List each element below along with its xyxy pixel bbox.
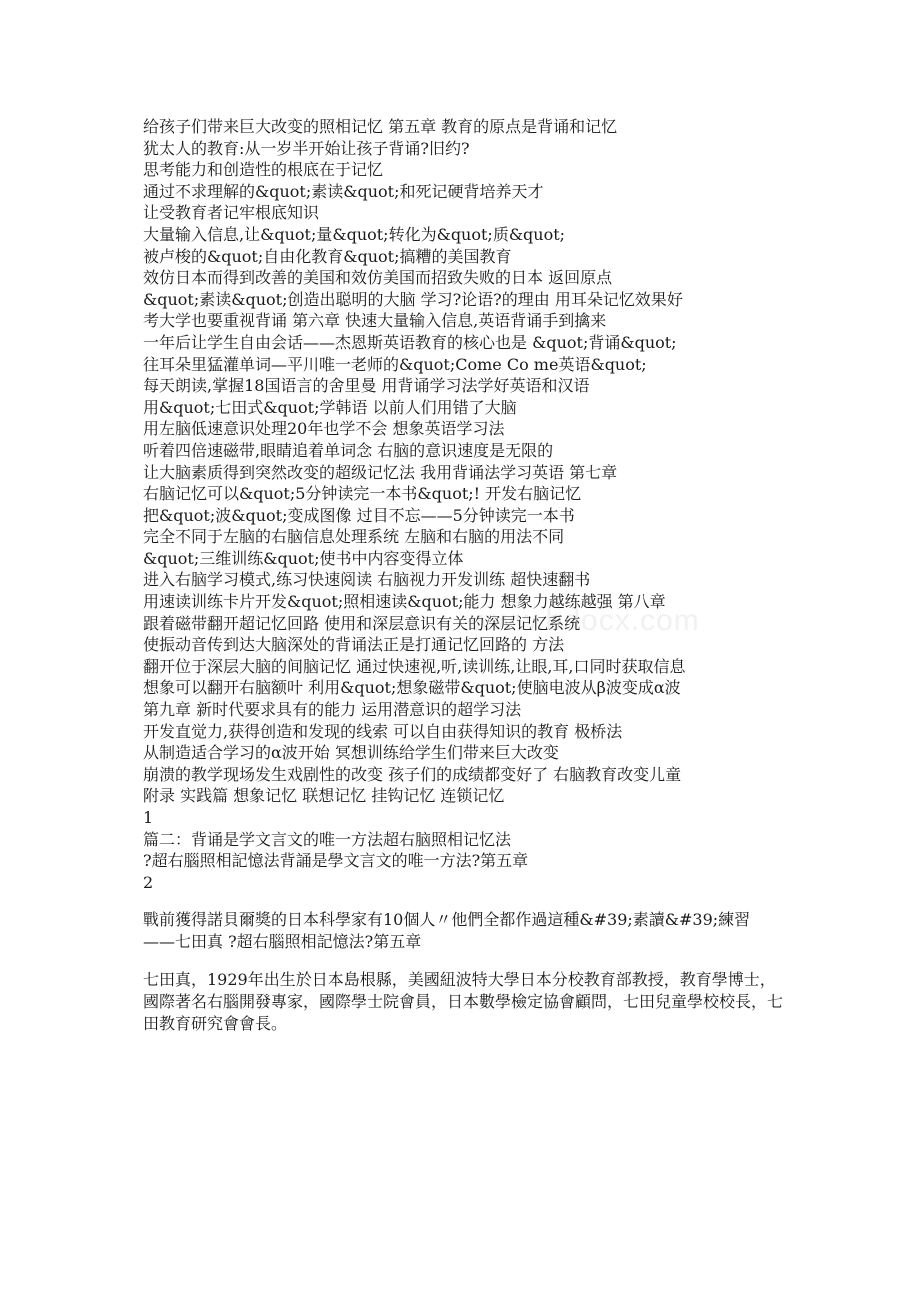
text-line: 犹太人的教育:从一岁半开始让孩子背诵?旧约?	[143, 138, 470, 158]
text-line: 第九章 新时代要求具有的能力 运用潜意识的超学习法	[143, 700, 522, 720]
text-line: &quot;素读&quot;创造出聪明的大脑 学习?论语?的理由 用耳朵记忆效果好	[143, 289, 683, 309]
author-bio-paragraph: 七田真，1929年出生於日本島根縣，美國紐波特大學日本分校教育部教授，教育學博士，國際著名右腦開發專家，國際學士院會員，日本數學檢定協會顧問，七田兒童學校校長，七田教育研究會會長。	[143, 969, 784, 1033]
text-line: 把&quot;波&quot;变成图像 过目不忘——5分钟读完一本书	[143, 505, 575, 525]
text-line: 使振动音传到达大脑深处的背诵法正是打通记忆回路的 方法	[143, 635, 565, 655]
text-line: 崩溃的教学现场发生戏剧性的改变 孩子们的成绩都变好了 右脑教育改变儿童	[143, 764, 682, 784]
text-line: 右脑记忆可以&quot;5分钟读完一本书&quot;! 开发右脑记忆	[143, 484, 582, 504]
watermark: www.bdocx.com	[470, 604, 700, 637]
text-line: 用&quot;七田式&quot;学韩语 以前人们用错了大脑	[143, 397, 517, 417]
text-line: 篇二：背诵是学文言文的唯一方法超右脑照相记忆法	[143, 829, 512, 849]
text-line: 让受教育者记牢根底知识	[143, 203, 320, 223]
text-line: 跟着磁带翻开超记忆回路 使用和深层意识有关的深层记忆系统	[143, 613, 581, 633]
text-line: 进入右脑学习模式,练习快速阅读 右脑视力开发训练 超快速翻书	[143, 570, 591, 590]
text-line: 开发直觉力,获得创造和发现的线索 可以自由获得知识的教育 极桥法	[143, 721, 623, 741]
text-line: 完全不同于左脑的右脑信息处理系统 左脑和右脑的用法不同	[143, 527, 565, 547]
document-body	[143, 116, 783, 1035]
text-line: 翻开位于深层大脑的间脑记忆 通过快速视,听,读训练,让眼,耳,口同时获取信息	[143, 656, 686, 676]
quote-attribution: ——七田真 ?超右腦照相記憶法?第五章	[143, 932, 422, 952]
text-line: 考大学也要重视背诵 第六章 快速大量输入信息,英语背诵手到擒来	[143, 311, 607, 331]
text-line: 用左脑低速意识处理20年也学不会 想象英语学习法	[143, 419, 505, 439]
text-line: 思考能力和创造性的根底在于记忆	[143, 160, 384, 180]
text-line: 听着四倍速磁带,眼睛追着单词念 右脑的意识速度是无限的	[143, 440, 554, 460]
text-line: &quot;三维训练&quot;使书中内容变得立体	[143, 548, 464, 568]
text-line: 通过不求理解的&quot;素读&quot;和死记硬背培养天才	[143, 181, 544, 201]
paragraph-gap	[143, 893, 783, 909]
quote-paragraph: 戰前獲得諾貝爾獎的日本科學家有10個人〃他們全都作過這種&#39;素讀&#39;練習	[143, 910, 751, 930]
text-line: 想象可以翻开右脑额叶 利用&quot;想象磁带&quot;使脑电波从β波变成α波	[143, 678, 681, 698]
text-line: 每天朗读,掌握18国语言的舍里曼 用背诵学习法学好英语和汉语	[143, 376, 590, 396]
text-line: 大量输入信息,让&quot;量&quot;转化为&quot;质&quot;	[143, 224, 566, 244]
text-line: 2	[143, 872, 154, 892]
text-line: 让大脑素质得到突然改变的超级记忆法 我用背诵法学习英语 第七章	[143, 462, 618, 482]
text-line: 附录 实践篇 想象记忆 联想记忆 挂钩记忆 连锁记忆	[143, 786, 505, 806]
text-line: 效仿日本而得到改善的美国和效仿美国而招致失败的日本 返回原点	[143, 268, 613, 288]
paragraph-gap	[143, 953, 783, 969]
text-line: 用速读训练卡片开发&quot;照相速读&quot;能力 想象力越练越强 第八章	[143, 592, 666, 612]
contents-list	[143, 116, 783, 893]
text-line: ?超右腦照相記憶法背誦是學文言文的唯一方法?第五章	[143, 851, 529, 871]
text-line: 一年后让学生自由会话——杰恩斯英语教育的核心也是 &quot;背诵&quot;	[143, 332, 677, 352]
text-line: 往耳朵里猛灌单词—平川唯一老师的&quot;Come Co me英语&quot;	[143, 354, 647, 374]
text-line: 被卢梭的&quot;自由化教育&quot;搞糟的美国教育	[143, 246, 512, 266]
text-line: 1	[143, 808, 154, 827]
text-line: 给孩子们带来巨大改变的照相记忆 第五章 教育的原点是背诵和记忆	[143, 117, 618, 136]
text-line: 从制造适合学习的α波开始 冥想训练给学生们带来巨大改变	[143, 743, 559, 763]
